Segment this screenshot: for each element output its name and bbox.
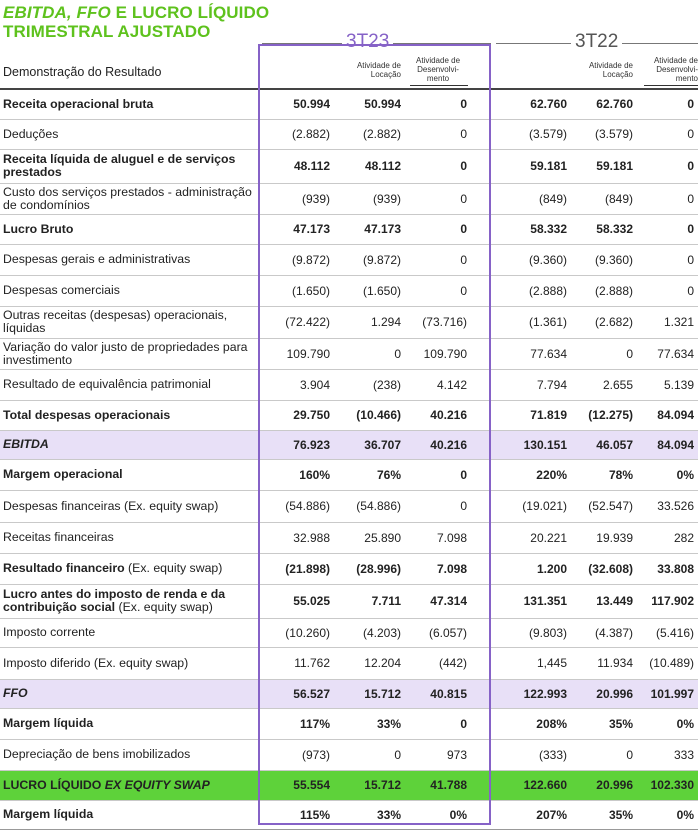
cell-desenv-3t22: 0% bbox=[637, 459, 698, 490]
cell-total-3t22: 62.760 bbox=[471, 90, 571, 119]
period-3t23-label: 3T23 bbox=[342, 31, 393, 53]
cell-desenv-3t22: 333 bbox=[637, 739, 698, 770]
cell-total-3t22: 130.151 bbox=[471, 430, 571, 459]
cell-locacao-3t22: 35% bbox=[571, 800, 637, 829]
cell-total-3t23: 76.923 bbox=[260, 430, 334, 459]
cell-locacao-3t23: (2.882) bbox=[334, 119, 405, 149]
cell-locacao-3t23: (10.466) bbox=[334, 400, 405, 430]
cell-total-3t22: 122.993 bbox=[471, 679, 571, 708]
cell-desenv-3t22: 117.902 bbox=[637, 584, 698, 618]
row-label-text: Imposto corrente bbox=[3, 625, 96, 639]
cell-total-3t23: 48.112 bbox=[260, 149, 334, 183]
cell-locacao-3t22: 20.996 bbox=[571, 770, 637, 800]
cell-total-3t22: 207% bbox=[471, 800, 571, 829]
cell-total-3t23: 55.554 bbox=[260, 770, 334, 800]
row-label-text: Deduções bbox=[3, 126, 59, 141]
row-label bbox=[0, 647, 260, 679]
cell-locacao-3t22: (52.547) bbox=[571, 490, 637, 522]
cell-locacao-3t23: (28.996) bbox=[334, 553, 405, 584]
table-row bbox=[0, 459, 698, 490]
col-head-underline bbox=[410, 85, 468, 86]
cell-desenv-3t23: 973 bbox=[405, 739, 471, 770]
cell-locacao-3t22: 62.760 bbox=[571, 90, 637, 119]
row-label-text: Receita líquida de aluguel e de serviços prestados bbox=[3, 152, 236, 179]
cell-locacao-3t23: 47.173 bbox=[334, 214, 405, 244]
report-title-line2: TRIMESTRAL AJUSTADO bbox=[3, 22, 211, 41]
cell-total-3t22: 58.332 bbox=[471, 214, 571, 244]
cell-total-3t23: 11.762 bbox=[260, 647, 334, 679]
cell-desenv-3t23: 40.216 bbox=[405, 430, 471, 459]
row-label-text: Lucro Bruto bbox=[3, 221, 74, 236]
cell-total-3t22: 1.200 bbox=[471, 553, 571, 584]
row-label bbox=[0, 459, 260, 490]
cell-total-3t22: (2.888) bbox=[471, 275, 571, 306]
cell-desenv-3t22: 33.526 bbox=[637, 490, 698, 522]
row-label bbox=[0, 430, 260, 459]
cell-desenv-3t22: 0 bbox=[637, 119, 698, 149]
cell-total-3t22: 208% bbox=[471, 708, 571, 739]
row-label bbox=[0, 369, 260, 400]
cell-locacao-3t23: 76% bbox=[334, 459, 405, 490]
cell-total-3t22: 1,445 bbox=[471, 647, 571, 679]
row-label-text: Outras receitas (despesas) operacionais, líquidas bbox=[3, 308, 228, 335]
table-row bbox=[0, 183, 698, 214]
row-label bbox=[0, 679, 260, 708]
cell-desenv-3t22: 0% bbox=[637, 708, 698, 739]
cell-total-3t23: 117% bbox=[260, 708, 334, 739]
cell-desenv-3t22: 1.321 bbox=[637, 306, 698, 338]
cell-desenv-3t22: 77.634 bbox=[637, 338, 698, 369]
cell-desenv-3t23: (442) bbox=[405, 647, 471, 679]
col-head-line: Locação bbox=[370, 70, 401, 79]
cell-locacao-3t22: 0 bbox=[571, 739, 637, 770]
cell-total-3t23: (2.882) bbox=[260, 119, 334, 149]
cell-desenv-3t23: (6.057) bbox=[405, 618, 471, 647]
row-label bbox=[0, 149, 260, 183]
row-label-text: Receitas financeiras bbox=[3, 530, 114, 544]
cell-desenv-3t23: 0 bbox=[405, 490, 471, 522]
cell-locacao-3t22: 58.332 bbox=[571, 214, 637, 244]
cell-desenv-3t23: 41.788 bbox=[405, 770, 471, 800]
cell-locacao-3t22: (2.888) bbox=[571, 275, 637, 306]
cell-total-3t23: 55.025 bbox=[260, 584, 334, 618]
report-title bbox=[3, 3, 269, 41]
row-label-text: LUCRO LÍQUIDO bbox=[3, 777, 105, 792]
cell-desenv-3t22: 0 bbox=[637, 244, 698, 275]
cell-locacao-3t22: 11.934 bbox=[571, 647, 637, 679]
table-row bbox=[0, 275, 698, 306]
row-label bbox=[0, 183, 260, 214]
row-label bbox=[0, 244, 260, 275]
cell-desenv-3t22: 102.330 bbox=[637, 770, 698, 800]
cell-locacao-3t22: 46.057 bbox=[571, 430, 637, 459]
report-title-line1 bbox=[3, 3, 269, 22]
cell-total-3t22: 59.181 bbox=[471, 149, 571, 183]
row-label-note: (Ex. equity swap) bbox=[115, 600, 213, 614]
cell-desenv-3t23: 0 bbox=[405, 275, 471, 306]
cell-total-3t22: (19.021) bbox=[471, 490, 571, 522]
row-label-emphasis: EX EQUITY SWAP bbox=[104, 777, 210, 792]
col-head-line: Atividade de bbox=[588, 61, 633, 70]
cell-locacao-3t22: (12.275) bbox=[571, 400, 637, 430]
cell-total-3t23: (1.650) bbox=[260, 275, 334, 306]
col-head-line: Locação bbox=[602, 70, 633, 79]
cell-locacao-3t23: (54.886) bbox=[334, 490, 405, 522]
cell-total-3t23: 160% bbox=[260, 459, 334, 490]
cell-desenv-3t23: 7.098 bbox=[405, 553, 471, 584]
row-label bbox=[0, 119, 260, 149]
row-label-text: FFO bbox=[3, 686, 28, 700]
row-label-text: Imposto diferido (Ex. equity swap) bbox=[3, 655, 189, 670]
cell-desenv-3t23: 0 bbox=[405, 708, 471, 739]
cell-locacao-3t23: (1.650) bbox=[334, 275, 405, 306]
table-row bbox=[0, 679, 698, 708]
cell-total-3t22: (849) bbox=[471, 183, 571, 214]
cell-total-3t23: (54.886) bbox=[260, 490, 334, 522]
cell-locacao-3t23: 36.707 bbox=[334, 430, 405, 459]
row-label-text: EBITDA bbox=[3, 437, 49, 451]
cell-desenv-3t22: 84.094 bbox=[637, 430, 698, 459]
row-label bbox=[0, 214, 260, 244]
cell-locacao-3t23: 7.711 bbox=[334, 584, 405, 618]
row-label-text: Despesas gerais e administrativas bbox=[3, 252, 191, 266]
cell-desenv-3t23: 4.142 bbox=[405, 369, 471, 400]
cell-desenv-3t22: (10.489) bbox=[637, 647, 698, 679]
cell-locacao-3t22: 2.655 bbox=[571, 369, 637, 400]
row-label bbox=[0, 522, 260, 553]
row-label bbox=[0, 338, 260, 369]
cell-locacao-3t23: 0 bbox=[334, 739, 405, 770]
cell-desenv-3t23: (73.716) bbox=[405, 306, 471, 338]
table-row bbox=[0, 90, 698, 119]
cell-total-3t22: (9.360) bbox=[471, 244, 571, 275]
cell-locacao-3t22: 0 bbox=[571, 338, 637, 369]
col-head-line: Atividade de bbox=[415, 56, 461, 65]
cell-locacao-3t22: 59.181 bbox=[571, 149, 637, 183]
row-label-text: Depreciação de bens imobilizados bbox=[3, 747, 191, 761]
row-label-text: Custo dos serviços prestados - administração de condomínios bbox=[3, 184, 252, 212]
cell-total-3t23: (939) bbox=[260, 183, 334, 214]
table-row bbox=[0, 708, 698, 739]
table-row bbox=[0, 647, 698, 679]
cell-locacao-3t23: (9.872) bbox=[334, 244, 405, 275]
cell-total-3t23: 56.527 bbox=[260, 679, 334, 708]
row-label-text: Lucro antes do imposto de renda e da contribuição social bbox=[3, 587, 226, 614]
table-row bbox=[0, 430, 698, 459]
cell-locacao-3t23: 25.890 bbox=[334, 522, 405, 553]
cell-total-3t23: (973) bbox=[260, 739, 334, 770]
cell-desenv-3t23: 7.098 bbox=[405, 522, 471, 553]
cell-desenv-3t23: 0 bbox=[405, 119, 471, 149]
table-row bbox=[0, 338, 698, 369]
cell-total-3t22: (333) bbox=[471, 739, 571, 770]
table-row bbox=[0, 400, 698, 430]
row-label bbox=[0, 490, 260, 522]
col-head-line: mento bbox=[675, 74, 698, 83]
cell-total-3t22: (9.803) bbox=[471, 618, 571, 647]
cell-locacao-3t23: 33% bbox=[334, 800, 405, 829]
row-label bbox=[0, 553, 260, 584]
row-label bbox=[0, 90, 260, 119]
cell-total-3t23: 109.790 bbox=[260, 338, 334, 369]
row-label-text: Margem operacional bbox=[3, 467, 123, 481]
row-label-text: Variação do valor justo de propriedades para investimento bbox=[3, 339, 248, 367]
col-head-line: Desenvolvi- bbox=[417, 65, 459, 74]
cell-locacao-3t22: (9.360) bbox=[571, 244, 637, 275]
table-row bbox=[0, 800, 698, 829]
cell-desenv-3t23: 0% bbox=[405, 800, 471, 829]
row-label-text: Resultado financeiro bbox=[3, 561, 125, 575]
cell-total-3t22: 131.351 bbox=[471, 584, 571, 618]
cell-total-3t22: 77.634 bbox=[471, 338, 571, 369]
cell-desenv-3t22: 0% bbox=[637, 800, 698, 829]
row-label bbox=[0, 739, 260, 770]
row-label bbox=[0, 275, 260, 306]
col-head-line: mento bbox=[426, 74, 450, 83]
cell-desenv-3t23: 109.790 bbox=[405, 338, 471, 369]
cell-desenv-3t22: (5.416) bbox=[637, 618, 698, 647]
row-label bbox=[0, 618, 260, 647]
cell-locacao-3t23: 15.712 bbox=[334, 770, 405, 800]
row-label-text: Margem líquida bbox=[3, 716, 94, 730]
report-title-italic: EBITDA, FFO bbox=[3, 3, 111, 22]
period-3t22-label: 3T22 bbox=[571, 31, 622, 53]
table-row bbox=[0, 214, 698, 244]
table-row bbox=[0, 618, 698, 647]
table-row bbox=[0, 522, 698, 553]
cell-desenv-3t22: 0 bbox=[637, 183, 698, 214]
cell-desenv-3t23: 40.216 bbox=[405, 400, 471, 430]
cell-total-3t22: (1.361) bbox=[471, 306, 571, 338]
table-row bbox=[0, 244, 698, 275]
cell-locacao-3t22: (849) bbox=[571, 183, 637, 214]
table-row bbox=[0, 149, 698, 183]
cell-locacao-3t22: (4.387) bbox=[571, 618, 637, 647]
table-row bbox=[0, 770, 698, 800]
cell-desenv-3t22: 0 bbox=[637, 214, 698, 244]
cell-total-3t23: 47.173 bbox=[260, 214, 334, 244]
table-row bbox=[0, 490, 698, 522]
table-row bbox=[0, 306, 698, 338]
cell-total-3t23: 29.750 bbox=[260, 400, 334, 430]
table-row bbox=[0, 119, 698, 149]
cell-desenv-3t23: 0 bbox=[405, 214, 471, 244]
demonstracao-label: Demonstração do Resultado bbox=[3, 65, 162, 79]
row-label-text: Margem líquida bbox=[3, 807, 94, 821]
cell-total-3t23: (9.872) bbox=[260, 244, 334, 275]
cell-desenv-3t22: 33.808 bbox=[637, 553, 698, 584]
row-label-text: Despesas comerciais bbox=[3, 283, 120, 297]
table-row bbox=[0, 584, 698, 618]
cell-locacao-3t23: (238) bbox=[334, 369, 405, 400]
cell-locacao-3t23: 1.294 bbox=[334, 306, 405, 338]
col-head-desenv-3t22 bbox=[642, 56, 698, 83]
cell-locacao-3t22: (32.608) bbox=[571, 553, 637, 584]
cell-total-3t22: (3.579) bbox=[471, 119, 571, 149]
cell-locacao-3t22: (2.682) bbox=[571, 306, 637, 338]
income-statement-table bbox=[0, 90, 698, 830]
cell-locacao-3t22: 78% bbox=[571, 459, 637, 490]
cell-total-3t23: 3.904 bbox=[260, 369, 334, 400]
cell-desenv-3t22: 0 bbox=[637, 90, 698, 119]
col-head-line: Desenvolvi- bbox=[656, 65, 698, 74]
cell-total-3t22: 7.794 bbox=[471, 369, 571, 400]
col-head-line: Atividade de bbox=[356, 61, 401, 70]
row-label bbox=[0, 770, 260, 800]
cell-desenv-3t23: 47.314 bbox=[405, 584, 471, 618]
cell-locacao-3t22: (3.579) bbox=[571, 119, 637, 149]
cell-locacao-3t23: (939) bbox=[334, 183, 405, 214]
cell-locacao-3t22: 13.449 bbox=[571, 584, 637, 618]
income-statement-body bbox=[0, 90, 698, 829]
cell-desenv-3t23: 40.815 bbox=[405, 679, 471, 708]
cell-total-3t22: 122.660 bbox=[471, 770, 571, 800]
cell-total-3t23: (21.898) bbox=[260, 553, 334, 584]
report-title-rest: E LUCRO LÍQUIDO bbox=[110, 3, 270, 22]
col-head-underline bbox=[644, 85, 698, 86]
cell-locacao-3t23: 33% bbox=[334, 708, 405, 739]
col-head-desenv-3t23 bbox=[408, 56, 468, 83]
cell-desenv-3t22: 282 bbox=[637, 522, 698, 553]
row-label-note: (Ex. equity swap) bbox=[124, 561, 223, 575]
cell-total-3t23: (72.422) bbox=[260, 306, 334, 338]
cell-locacao-3t23: 15.712 bbox=[334, 679, 405, 708]
cell-desenv-3t23: 0 bbox=[405, 183, 471, 214]
cell-total-3t23: 115% bbox=[260, 800, 334, 829]
cell-desenv-3t22: 0 bbox=[637, 149, 698, 183]
col-head-line: Atividade de bbox=[653, 56, 698, 65]
row-label-text: Despesas financeiras (Ex. equity swap) bbox=[3, 498, 219, 513]
row-label-text: Resultado de equivalência patrimonial bbox=[3, 377, 211, 391]
cell-desenv-3t23: 0 bbox=[405, 149, 471, 183]
row-label bbox=[0, 584, 260, 618]
cell-desenv-3t22: 0 bbox=[637, 275, 698, 306]
cell-locacao-3t23: 12.204 bbox=[334, 647, 405, 679]
cell-desenv-3t22: 84.094 bbox=[637, 400, 698, 430]
cell-desenv-3t23: 0 bbox=[405, 459, 471, 490]
table-row bbox=[0, 553, 698, 584]
cell-total-3t23: (10.260) bbox=[260, 618, 334, 647]
cell-locacao-3t23: 50.994 bbox=[334, 90, 405, 119]
col-head-locacao-3t23 bbox=[333, 61, 401, 79]
cell-locacao-3t22: 20.996 bbox=[571, 679, 637, 708]
cell-desenv-3t22: 101.997 bbox=[637, 679, 698, 708]
row-label-text: Receita operacional bruta bbox=[3, 96, 154, 111]
cell-locacao-3t23: 48.112 bbox=[334, 149, 405, 183]
cell-locacao-3t22: 19.939 bbox=[571, 522, 637, 553]
col-head-locacao-3t22 bbox=[565, 61, 633, 79]
cell-total-3t23: 50.994 bbox=[260, 90, 334, 119]
cell-desenv-3t22: 5.139 bbox=[637, 369, 698, 400]
row-label bbox=[0, 800, 260, 829]
cell-locacao-3t23: (4.203) bbox=[334, 618, 405, 647]
cell-locacao-3t22: 35% bbox=[571, 708, 637, 739]
cell-total-3t22: 71.819 bbox=[471, 400, 571, 430]
cell-locacao-3t23: 0 bbox=[334, 338, 405, 369]
row-label bbox=[0, 708, 260, 739]
cell-total-3t22: 20.221 bbox=[471, 522, 571, 553]
table-row bbox=[0, 369, 698, 400]
table-row bbox=[0, 739, 698, 770]
cell-total-3t23: 32.988 bbox=[260, 522, 334, 553]
cell-desenv-3t23: 0 bbox=[405, 90, 471, 119]
row-label bbox=[0, 400, 260, 430]
cell-total-3t22: 220% bbox=[471, 459, 571, 490]
row-label bbox=[0, 306, 260, 338]
row-label-text: Total despesas operacionais bbox=[3, 407, 171, 422]
cell-desenv-3t23: 0 bbox=[405, 244, 471, 275]
